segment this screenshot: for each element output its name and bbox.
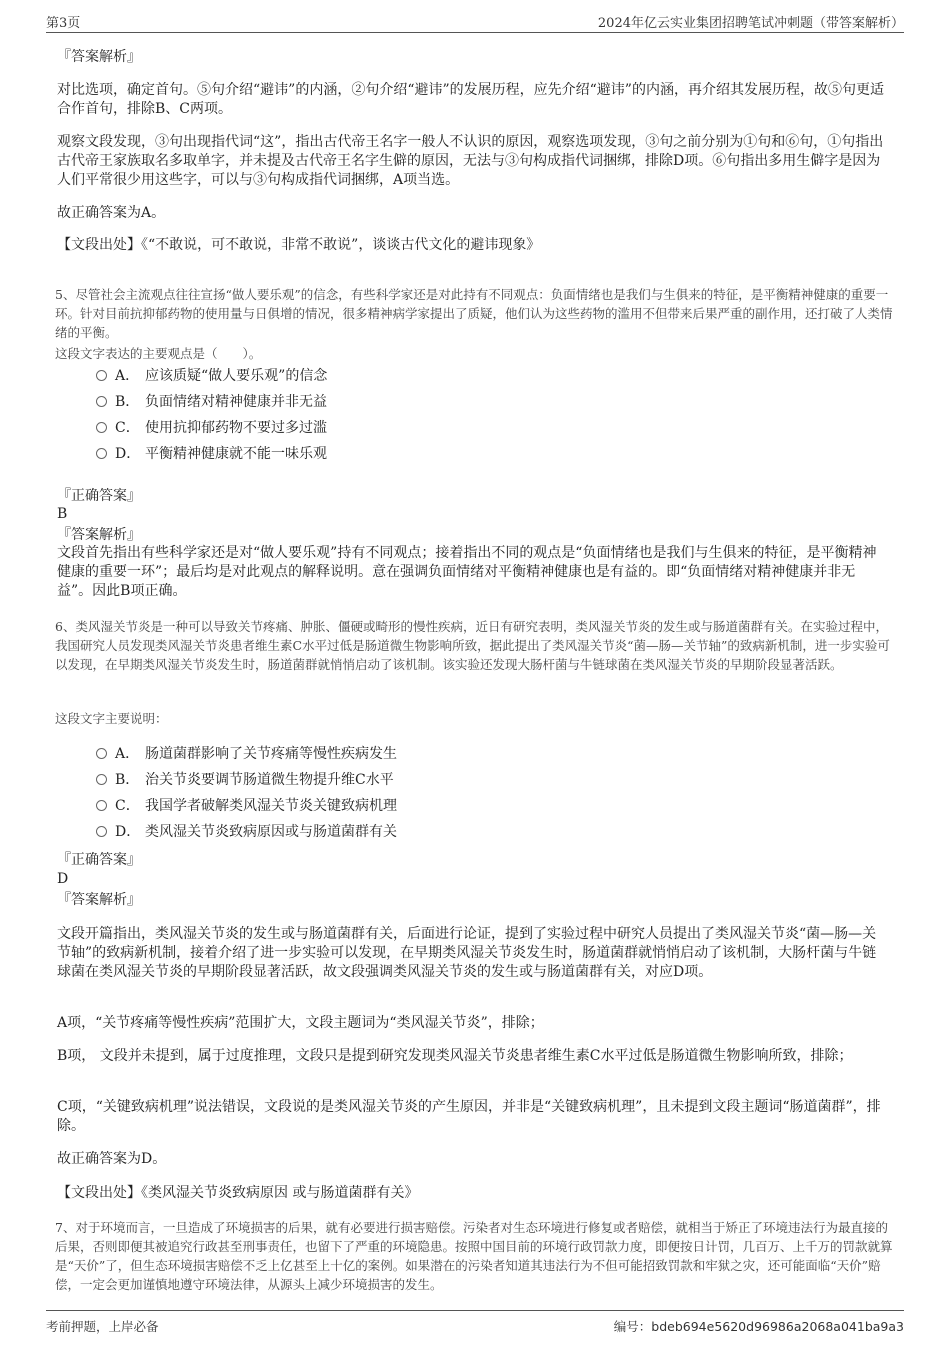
q4-source: 【文段出处】《“不敢说，可不敢说，非常不敢说”，谈谈古代文化的避讳现象》 bbox=[57, 237, 541, 253]
q6-note-c: C项，“关键致病机理”说法错误，文段说的是类风湿关节炎的产生原因，并非是“关键致病机理”，且未提到文段主题词“肠道菌群”，排除。 bbox=[57, 1099, 881, 1134]
q4-conclusion: 故正确答案为A。 bbox=[57, 205, 166, 221]
q5-option-b[interactable]: B． 负面情绪对精神健康并非无益 bbox=[96, 392, 327, 412]
page-footer bbox=[46, 1310, 904, 1339]
radio-icon[interactable] bbox=[96, 748, 107, 759]
page-header bbox=[46, 10, 904, 33]
q5-analysis-label: 『答案解析』 bbox=[57, 527, 141, 543]
q6-option-b[interactable]: B． 治关节炎要调节肠道微生物提升维C水平 bbox=[96, 770, 394, 790]
q5-option-d[interactable]: D． 平衡精神健康就不能一味乐观 bbox=[96, 444, 327, 464]
radio-icon[interactable] bbox=[96, 370, 107, 381]
q6-note-b: B项， 文段并未提到，属于过度推理，文段只是提到研究发现类风湿关节炎患者维生素C水平过低是肠道微生物影响所致，排除； bbox=[57, 1048, 853, 1064]
q6-answer: D bbox=[57, 871, 69, 887]
q5-option-c[interactable]: C． 使用抗抑郁药物不要过多过滥 bbox=[96, 418, 327, 438]
q5-stem: 5、尽管社会主流观点往往宣扬“做人要乐观”的信念，有些科学家还是对此持有不同观点：负面情绪也是我们与生俱来的特征，是平衡精神健康的重要一环。针对目前抗抑郁药物的使用量与日俱增的情况，很多精神病学家提出了质疑，他们认为这些药物的滥用不但带来后果严重的副作用，还打破了人类情绪的平衡。 bbox=[55, 287, 893, 340]
q6-note-a: A项，“关节疼痛等慢性疾病”范围扩大，文段主题词为“类风湿关节炎”，排除； bbox=[57, 1015, 544, 1031]
q5-option-a[interactable]: A． 应该质疑“做人要乐观”的信念 bbox=[96, 366, 327, 386]
q5-answer: B bbox=[57, 506, 68, 522]
q6-correct-label: 『正确答案』 bbox=[57, 852, 141, 868]
document-title: 2024年亿云实业集团招聘笔试冲刺题（带答案解析） bbox=[597, 16, 904, 31]
q5-prompt: 这段文字表达的主要观点是（ ）。 bbox=[55, 346, 262, 361]
q4-analysis-para2: 观察文段发现，③句出现指代词“这”，指出古代帝王名字一般人不认识的原因，观察选项发现，③句之前分别为①句和⑥句，①句指出古代帝王家族取名多取单字，并未提及古代帝王名字生僻的原因，无法与③句构成指代词捆绑，排除D项。⑥句指出多用生僻字是因为人们平常很少用这些字，可以与③句构成指代词捆绑，A项当选。 bbox=[57, 134, 884, 188]
radio-icon[interactable] bbox=[96, 774, 107, 785]
q7-stem: 7、对于环境而言，一旦造成了环境损害的后果，就有必要进行损害赔偿。污染者对生态环境进行修复或者赔偿，就相当于矫正了环境违法行为最直接的后果，否则即便其被追究行政甚至刑事责任，也留下了严重的环境隐患。按照中国目前的环境行政罚款力度，即便按日计罚，几百万、上千万的罚款就算是“天价”了，但生态环境损害赔偿不乏上亿甚至上十亿的案例。如果潜在的污染者知道其违法行为不但可能招致罚款和牢狱之灾，还可能面临“天价”赔偿，一定会更加谨慎地遵守环境法律，从源头上减少环境损害的发生。 bbox=[55, 1220, 893, 1292]
q4-analysis-label: 『答案解析』 bbox=[57, 49, 141, 65]
radio-icon[interactable] bbox=[96, 800, 107, 811]
radio-icon[interactable] bbox=[96, 826, 107, 837]
q4-analysis-para1: 对比选项，确定首句。⑤句介绍“避讳”的内涵，②句介绍“避讳”的发展历程，应先介绍“避讳”的内涵，再介绍其发展历程，故⑤句更适合作首句，排除B、C两项。 bbox=[57, 82, 884, 117]
radio-icon[interactable] bbox=[96, 396, 107, 407]
footer-id bbox=[614, 1317, 904, 1335]
q6-conclusion: 故正确答案为D。 bbox=[57, 1151, 167, 1167]
page-number: 第3页 bbox=[46, 16, 81, 31]
q6-source: 【文段出处】《类风湿关节炎致病原因 或与肠道菌群有关》 bbox=[57, 1185, 419, 1201]
footer-id-code: bdeb694e5620d96986a2068a041ba9a3 bbox=[651, 1319, 904, 1334]
radio-icon[interactable] bbox=[96, 422, 107, 433]
radio-icon[interactable] bbox=[96, 448, 107, 459]
q6-analysis-label: 『答案解析』 bbox=[57, 892, 141, 908]
q6-option-a[interactable]: A． 肠道菌群影响了关节疼痛等慢性疾病发生 bbox=[96, 744, 397, 764]
q6-prompt: 这段文字主要说明： bbox=[55, 711, 168, 726]
q5-analysis: 文段首先指出有些科学家还是对“做人要乐观”持有不同观点；接着指出不同的观点是“负面情绪也是我们与生俱来的特征，是平衡精神健康的重要一环”；最后均是对此观点的解释说明。意在强调负面情绪对平衡精神健康也是有益的。即“负面情绪对精神健康并非无益”。因此B项正确。 bbox=[57, 545, 877, 599]
q6-option-c[interactable]: C． 我国学者破解类风湿关节炎关键致病机理 bbox=[96, 796, 397, 816]
q5-correct-label: 『正确答案』 bbox=[57, 488, 141, 504]
footer-slogan: 考前押题，上岸必备 bbox=[46, 1319, 159, 1334]
q6-analysis: 文段开篇指出，类风湿关节炎的发生或与肠道菌群有关，后面进行论证，提到了实验过程中研究人员提出了类风湿关节炎“菌—肠—关节轴”的致病新机制，接着介绍了进一步实验可以发现，在早期类风湿关节炎发生时，肠道菌群就悄悄启动了该机制，大肠杆菌与牛链球菌在类风湿关节炎的早期阶段显著活跃，故文段强调类风湿关节炎的发生或与肠道菌群有关，对应D项。 bbox=[57, 926, 877, 980]
q6-stem: 6、类风湿关节炎是一种可以导致关节疼痛、肿胀、僵硬或畸形的慢性疾病，近日有研究表明，类风湿关节炎的发生或与肠道菌群有关。在实验过程中，我国研究人员发现类风湿关节炎患者维生素C水平过低是肠道微生物影响所致，据此提出了类风湿关节炎“菌—肠—关节轴”的致病新机制，进一步实验可以发现，在早期类风湿关节炎发生时，肠道菌群就悄悄启动了该机制。该实验还发现大肠杆菌与牛链球菌在类风湿关节炎的早期阶段显著活跃。 bbox=[55, 619, 890, 672]
footer-id-label: 编号： bbox=[613, 1319, 652, 1334]
q6-option-d[interactable]: D． 类风湿关节炎致病原因或与肠道菌群有关 bbox=[96, 822, 397, 842]
